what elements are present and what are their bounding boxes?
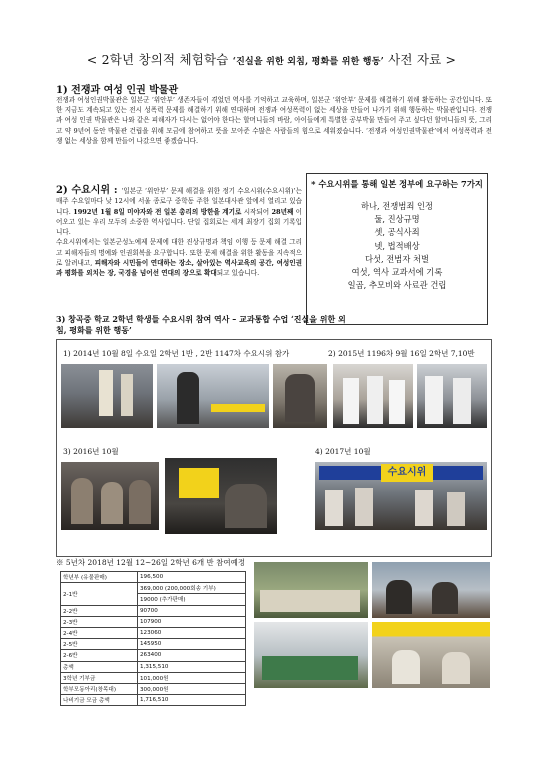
table-cell: 나비기금 모금 총액 xyxy=(61,695,138,706)
photo-figure xyxy=(177,372,199,424)
page-title xyxy=(0,50,543,68)
section2-heading: 2) 수요시위 : xyxy=(56,185,122,196)
table-row xyxy=(61,572,246,583)
table-row xyxy=(61,627,246,638)
photo-figure xyxy=(447,492,465,526)
table-row xyxy=(61,683,246,694)
table-cell: 2-6반 xyxy=(61,650,138,661)
demand-item: 다섯, 전범자 처벌 xyxy=(364,253,430,264)
photo-caption-2016: 3) 2016년 10월 xyxy=(63,447,119,456)
table-cell: 19000 (추가판매) xyxy=(138,594,246,605)
photo-figure xyxy=(386,580,412,614)
table-row xyxy=(61,695,246,706)
photo-2018-a xyxy=(254,562,368,618)
photo-table xyxy=(262,656,358,680)
photo-caption-2014: 1) 2014년 10월 8일 수요일 2학년 1반 , 2반 1147차 수요시위 참가 xyxy=(63,349,290,358)
photo-caption-2017: 4) 2017년 10월 xyxy=(315,447,371,456)
bullet-mark: ※ xyxy=(56,558,64,567)
table-row xyxy=(61,583,246,594)
photo-figure xyxy=(415,490,433,526)
demand-item: 여섯, 역사 교과서에 기록 xyxy=(351,267,443,278)
table-cell: 196,500 xyxy=(138,572,246,583)
photo-2014-b xyxy=(157,364,269,428)
section2-text-d: 28년째 xyxy=(271,207,294,216)
section5-title: 5년차 2018년 12월 12~26일 2학년 6개 반 참여예정 xyxy=(65,558,246,567)
photo-figure xyxy=(425,376,443,424)
table-row xyxy=(61,639,246,650)
table-cell: 263400 xyxy=(138,650,246,661)
photo-2018-c xyxy=(254,622,368,688)
table-row xyxy=(61,672,246,683)
photo-figure xyxy=(392,650,420,684)
table-cell: 300,000원 xyxy=(138,683,246,694)
section5-heading xyxy=(56,557,245,568)
photo-figure xyxy=(389,380,405,424)
title-prefix: < 2학년 창의적 체험학습 xyxy=(86,52,233,67)
demand-item: 하나, 전쟁범죄 인정 xyxy=(360,201,434,211)
section2-text-a: ‘일본군 ‘위안부’ 문제 해결을 위한 정기 수요시위(수요시위)’는 매주 수요일마다 낮 12시에 서울 종로구 중학동 주한 일본대사관 앞에서 열리고 있습니다. xyxy=(56,187,302,216)
table-cell: 90700 xyxy=(138,605,246,616)
table-cell: 3학년 기부금 xyxy=(61,672,138,683)
table-cell: 2-2반 xyxy=(61,605,138,616)
photo-figure xyxy=(285,374,315,422)
photo-figure xyxy=(355,488,373,526)
photo-figure xyxy=(432,582,458,614)
photo-sign xyxy=(179,468,219,498)
section2-text-b: 1992년 1월 8일 미야자와 전 일본 총리의 방한을 계기로 xyxy=(73,207,242,216)
table-cell: 369,000 (200,000회송 기부) xyxy=(138,583,246,594)
banner-label: 수요시위 xyxy=(381,464,433,482)
demand-item: 셋, 공식사죄 xyxy=(374,227,420,238)
table-cell: 2-5반 xyxy=(61,639,138,650)
demand-item: 넷, 법적배상 xyxy=(374,240,420,251)
photo-banner xyxy=(211,404,265,412)
table-row xyxy=(61,650,246,661)
section1-body: 전쟁과 여성인권박물관은 일본군 ‘위안부’ 생존자들이 겪었던 역사를 기억하고 교육하며, 일본군 ‘위안부’ 문제를 해결하기 위해 활동하는 공간입니다. 또한 지금도 계속되고 있는 전시 성폭력 문제를 해결하기 위해 연대하며 전쟁과 여성폭력이 없는 세상을 만들어 나가기 위해 행동하는 박물관입니다. 전쟁과 여성 인권 박물관은 나와 같은 피해자가 다시는 없어야 한다는 할머니들의 바람, 아이들에게 특별한 공부박물 만들어 주고 싶다던 할머니들의 뜻, 그리고 약 9년여 동안 박물관 건립을 위해 모금에 참여하고 뜻을 모아준 수많은 사람들의 힘으로 세워졌습니다. ‘전쟁과 여성인권박물관’에서 여성폭력과 전쟁 없는 세상을 함께 만들어 나갔으면 좋겠습니다. xyxy=(56,96,492,145)
table-cell: 학부모동아리(창목대) xyxy=(61,683,138,694)
photo-2016-b xyxy=(165,458,277,534)
title-subtitle: ‘진실을 위한 외침, 평화를 위한 행동’ xyxy=(232,57,384,67)
table-cell: 123060 xyxy=(138,627,246,638)
demands-box xyxy=(306,173,488,325)
photo-figure xyxy=(367,376,383,424)
section2-text-h: 되고 있습니다. xyxy=(216,269,260,278)
table-cell: 145950 xyxy=(138,639,246,650)
table-cell: 2-1반 xyxy=(61,583,138,605)
photo-figure xyxy=(101,482,123,524)
demand-item: 둘, 진상규명 xyxy=(374,214,420,225)
section2-text-c: 시작되어 xyxy=(241,207,272,216)
photo-collage xyxy=(56,339,492,557)
photo-figure xyxy=(442,652,470,684)
photo-caption-2015: 2) 2015년 1196차 9월 16일 2학년 7,10반 xyxy=(328,349,475,358)
photo-figure xyxy=(121,374,133,416)
table-cell: 2-3반 xyxy=(61,616,138,627)
demands-box-title: * 수요시위를 통해 일본 정부에 요구하는 7가지 xyxy=(311,179,483,189)
title-suffix: 사전 자료 > xyxy=(383,52,457,67)
photo-figure xyxy=(225,484,267,528)
table-row xyxy=(61,661,246,672)
photo-2018-b xyxy=(372,562,490,618)
photo-figure xyxy=(71,478,93,524)
donation-table xyxy=(60,571,246,706)
photo-figure xyxy=(343,378,359,424)
section1-heading: 1) 전쟁과 여성 인권 박물관 xyxy=(56,85,179,96)
table-cell: 1,315,510 xyxy=(138,661,246,672)
photo-figure xyxy=(453,378,471,424)
photo-figure xyxy=(325,490,343,526)
photo-2015-b xyxy=(417,364,487,428)
table-cell: 2-4반 xyxy=(61,627,138,638)
section2-text-e: 이어오고 있는 우리 모두의 소중한 역사입니다. 단일 집회로는 세계 최장기 집회 기록입니다. xyxy=(56,207,303,237)
table-row xyxy=(61,605,246,616)
table-cell: 101,000원 xyxy=(138,672,246,683)
table-cell: 총액 xyxy=(61,661,138,672)
section3-heading: 3) 창곡중 학교 2학년 학생들 수요시위 참여 역사 – 교과통합 수업 ‘진실을 위한 외침, 평화를 위한 행동’ xyxy=(56,314,346,335)
photo-2014-a xyxy=(61,364,153,428)
table-cell: 학년부 (유물판매) xyxy=(61,572,138,583)
table-cell: 107900 xyxy=(138,616,246,627)
photo-2015-a xyxy=(333,364,413,428)
photo-2014-c xyxy=(273,364,327,428)
table-cell: 1,716,510 xyxy=(138,695,246,706)
photo-table xyxy=(260,590,360,612)
photo-figure xyxy=(99,370,113,416)
photo-2016-a xyxy=(61,462,159,530)
table-row xyxy=(61,616,246,627)
section2-text-f: 수요시위에서는 일본군성노예제 문제에 대한 진상규명과 책임 이행 등 문제 해결 그리고 피해자들의 명예와 인권회복을 요구합니다. 또한 문제 해결을 위한 활동을 지속적으로 알려내고, xyxy=(56,238,302,268)
photo-2018-d xyxy=(372,622,490,688)
section2-body xyxy=(56,186,302,279)
section2-text-g: 피해자와 시민들이 연대하는 장소, 살아있는 역사교육의 공간, 여성인권과 평화를 외치는 장, 국경을 넘어선 연대의 장으로 확대 xyxy=(56,259,302,278)
demand-item: 일곱, 추모비와 사료관 건립 xyxy=(347,280,447,291)
photo-figure xyxy=(129,480,151,524)
photo-2017 xyxy=(315,462,487,530)
demands-list xyxy=(307,200,487,292)
